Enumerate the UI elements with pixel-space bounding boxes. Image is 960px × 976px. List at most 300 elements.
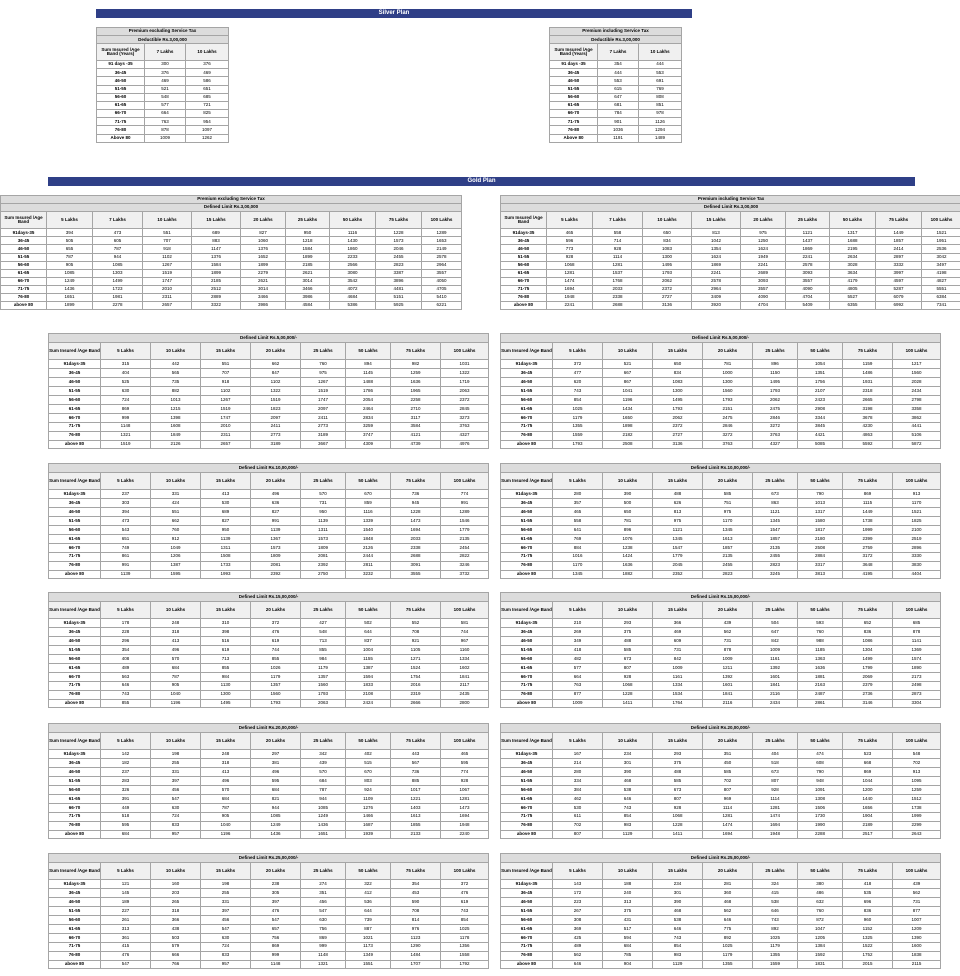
premium-cell: 1624	[692, 253, 741, 261]
age-band-cell: 66-70	[1, 277, 47, 285]
premium-cell: 1602	[441, 663, 489, 672]
table-row	[501, 942, 941, 951]
premium-cell: 1948	[547, 294, 593, 302]
table-row	[501, 646, 941, 655]
age-band-cell: 66-70	[501, 277, 547, 285]
premium-cell: 3093	[786, 269, 830, 277]
premium-cell: 535	[843, 889, 893, 898]
premium-cell: 924	[346, 786, 391, 795]
premium-cell: 684	[201, 794, 251, 803]
premium-cell: 3557	[741, 285, 786, 293]
premium-cell: 1345	[753, 517, 798, 526]
column-header: 75 Lakhs	[391, 601, 441, 619]
premium-cell: 1376	[192, 253, 241, 261]
premium-cell: 2372	[653, 422, 703, 431]
premium-cell: 3542	[330, 277, 376, 285]
premium-cell: 397	[201, 907, 251, 916]
age-band-cell: 46-50	[550, 77, 598, 85]
premium-cell: 1534	[653, 690, 703, 699]
header-row	[49, 342, 489, 360]
table-row	[97, 134, 229, 142]
premium-cell: 2338	[593, 294, 643, 302]
premium-cell: 469	[653, 628, 703, 637]
premium-cell: 1524	[391, 663, 441, 672]
premium-cell: 2727	[643, 294, 692, 302]
premium-cell: 5409	[786, 302, 830, 310]
premium-cell: 3146	[843, 699, 893, 708]
premium-cell: 2710	[391, 404, 441, 413]
premium-cell: 1823	[251, 404, 301, 413]
age-band-cell: 36-45	[501, 237, 547, 245]
premium-cell: 5085	[798, 440, 843, 449]
premium-cell: 2508	[798, 543, 843, 552]
premium-cell: 2054	[346, 396, 391, 405]
column-header: 100 Lakhs	[441, 472, 489, 490]
premium-cell: 1437	[786, 237, 830, 245]
premium-cell: 248	[201, 750, 251, 759]
premium-cell: 547	[151, 794, 201, 803]
premium-cell: 517	[603, 924, 653, 933]
table-row	[501, 237, 960, 245]
table-row	[49, 681, 489, 690]
age-band-cell: 61-65	[501, 404, 553, 413]
premium-cell: 2434	[753, 699, 798, 708]
column-header: 15 Lakhs	[653, 342, 703, 360]
column-header: 5 Lakhs	[101, 342, 151, 360]
premium-cell: 984	[301, 655, 346, 664]
column-header: 75 Lakhs	[843, 472, 893, 490]
premium-cell: 1040	[151, 690, 201, 699]
premium-cell: 255	[201, 889, 251, 898]
age-band-cell: 66-70	[49, 672, 101, 681]
premium-cell: 489	[553, 942, 603, 951]
premium-cell: 2736	[843, 690, 893, 699]
age-band-cell: above 80	[1, 302, 47, 310]
premium-cell: 1595	[151, 570, 201, 579]
premium-cell: 318	[201, 759, 251, 768]
age-band-cell: 61-65	[49, 534, 101, 543]
premium-cell: 854	[653, 942, 703, 951]
premium-cell: 611	[553, 812, 603, 821]
premium-cell: 608	[798, 759, 843, 768]
age-band-cell: 51-55	[49, 777, 101, 786]
premium-cell: 731	[893, 898, 941, 907]
premium-cell: 313	[101, 924, 151, 933]
premium-cell: 1085	[301, 803, 346, 812]
premium-cell: 2135	[753, 543, 798, 552]
premium-cell: 1321	[101, 431, 151, 440]
premium-cell: 318	[151, 907, 201, 916]
premium-cell: 763	[145, 118, 186, 126]
premium-cell: 237	[101, 768, 151, 777]
table-row	[501, 619, 941, 628]
table-row	[501, 431, 941, 440]
premium-cell: 2100	[893, 526, 941, 535]
age-band-cell: 46-50	[1, 245, 47, 253]
premium-cell: 2964	[692, 285, 741, 293]
premium-cell: 684	[603, 942, 653, 951]
premium-cell: 1249	[301, 812, 346, 821]
premium-cell: 685	[186, 93, 229, 101]
premium-cell: 444	[598, 69, 639, 77]
table-row	[49, 672, 489, 681]
age-band-cell: 76-80	[49, 821, 101, 830]
table-subheading: Deductible Rs.3,00,000	[97, 36, 229, 44]
premium-cell: 482	[553, 655, 603, 664]
table-row	[501, 253, 960, 261]
gold-incl-table-1	[500, 333, 941, 449]
premium-cell: 1890	[893, 663, 941, 672]
premium-cell: 632	[798, 898, 843, 907]
premium-cell: 4198	[922, 269, 960, 277]
premium-cell: 5386	[330, 302, 376, 310]
table-row	[49, 508, 489, 517]
premium-cell: 1150	[753, 369, 798, 378]
premium-cell: 3304	[893, 699, 941, 708]
premium-cell: 967	[441, 637, 489, 646]
age-band-cell: 51-55	[501, 646, 553, 655]
premium-cell: 2750	[301, 570, 346, 579]
premium-cell: 375	[603, 907, 653, 916]
premium-cell: 901	[598, 118, 639, 126]
premium-cell: 1009	[703, 655, 753, 664]
premium-cell: 3042	[922, 253, 960, 261]
premium-cell: 861	[101, 552, 151, 561]
premium-cell: 702	[893, 759, 941, 768]
premium-cell: 376	[145, 69, 186, 77]
premium-cell: 4705	[422, 285, 462, 293]
premium-cell: 1354	[692, 245, 741, 253]
premium-cell: 1430	[330, 237, 376, 245]
premium-cell: 3763	[703, 440, 753, 449]
premium-cell: 586	[186, 77, 229, 85]
premium-cell: 2173	[893, 672, 941, 681]
premium-cell: 976	[391, 924, 441, 933]
premium-cell: 1170	[893, 499, 941, 508]
column-header: 75 Lakhs	[876, 212, 922, 229]
age-band-cell: 51-55	[49, 517, 101, 526]
premium-cell: 7341	[922, 302, 960, 310]
premium-cell: 326	[101, 786, 151, 795]
premium-cell: 855	[251, 655, 301, 664]
table-row	[49, 768, 489, 777]
premium-cell: 1325	[843, 933, 893, 942]
premium-cell: 760	[798, 628, 843, 637]
table-row	[501, 951, 941, 960]
premium-cell: 456	[201, 916, 251, 925]
premium-cell: 1738	[843, 517, 893, 526]
gold-excl-table-2	[48, 463, 489, 579]
age-band-cell: 46-50	[49, 898, 101, 907]
premium-cell: 1436	[251, 830, 301, 839]
premium-cell: 2151	[703, 404, 753, 413]
premium-cell: 5287	[876, 285, 922, 293]
premium-cell: 2126	[346, 543, 391, 552]
premium-cell: 2498	[893, 681, 941, 690]
table-row	[1, 277, 462, 285]
premium-cell: 1267	[301, 378, 346, 387]
column-header-age-band: Sum Insured /Age Band (Years)	[550, 44, 598, 61]
premium-cell: 1653	[422, 237, 462, 245]
table-row	[501, 261, 960, 269]
premium-cell: 620	[553, 378, 603, 387]
age-band-cell: 66-70	[49, 543, 101, 552]
premium-cell: 4404	[893, 570, 941, 579]
premium-cell: 2727	[653, 431, 703, 440]
premium-cell: 1793	[753, 387, 798, 396]
premium-cell: 851	[639, 101, 682, 109]
table-row	[49, 552, 489, 561]
premium-cell: 408	[101, 655, 151, 664]
premium-cell: 1474	[703, 821, 753, 830]
premium-cell: 4684	[330, 294, 376, 302]
premium-cell: 2434	[893, 387, 941, 396]
premium-cell: 2475	[753, 404, 798, 413]
premium-cell: 4230	[843, 422, 893, 431]
premium-cell: 1228	[653, 821, 703, 830]
premium-cell: 1068	[653, 812, 703, 821]
table-heading: Premium including Service Tax	[550, 28, 682, 36]
age-band-cell: 51-55	[49, 907, 101, 916]
premium-cell: 957	[201, 960, 251, 969]
age-band-cell: 76-80	[501, 821, 553, 830]
premium-cell: 1304	[843, 646, 893, 655]
premium-cell: 1040	[201, 821, 251, 830]
age-band-cell: above 80	[501, 830, 553, 839]
premium-cell: 4481	[376, 285, 422, 293]
premium-cell: 1719	[441, 378, 489, 387]
premium-cell: 2278	[93, 302, 143, 310]
premium-cell: 1000	[703, 369, 753, 378]
premium-cell: 999	[101, 413, 151, 422]
premium-cell: 5151	[376, 294, 422, 302]
column-header: 20 Lakhs	[703, 732, 753, 750]
table-row	[49, 499, 489, 508]
table-row	[49, 526, 489, 535]
table-row	[49, 396, 489, 405]
age-band-cell: 51-55	[49, 646, 101, 655]
table-heading: Premium including Service Tax	[501, 196, 960, 204]
premium-cell: 2773	[251, 431, 301, 440]
age-band-cell: 36-45	[501, 628, 553, 637]
age-band-cell: 91days-35	[501, 229, 547, 237]
column-header-age-band: Sum Insured /Age Band	[501, 212, 547, 229]
premium-cell: 1211	[703, 663, 753, 672]
age-band-cell: 46-50	[49, 768, 101, 777]
premium-cell: 702	[703, 777, 753, 786]
premium-cell: 2908	[798, 404, 843, 413]
premium-cell: 2964	[422, 261, 462, 269]
premium-cell: 1499	[93, 277, 143, 285]
premium-cell: 883	[192, 237, 241, 245]
premium-cell: 567	[391, 759, 441, 768]
premium-cell: 1392	[703, 672, 753, 681]
premium-cell: 2884	[798, 552, 843, 561]
table-row	[501, 690, 941, 699]
premium-cell: 489	[101, 663, 151, 672]
premium-cell: 2845	[441, 404, 489, 413]
premium-cell: 439	[301, 759, 346, 768]
premium-cell: 1559	[753, 960, 798, 969]
premium-cell: 1809	[251, 552, 301, 561]
table-row	[501, 422, 941, 431]
column-header: 20 Lakhs	[251, 732, 301, 750]
premium-cell: 969	[703, 794, 753, 803]
table-row	[550, 77, 682, 85]
premium-cell: 2081	[251, 561, 301, 570]
premium-cell: 827	[201, 517, 251, 526]
premium-cell: 3584	[391, 422, 441, 431]
age-band-cell: 56-60	[501, 916, 553, 925]
premium-cell: 2372	[643, 285, 692, 293]
premium-cell: 1196	[151, 699, 201, 708]
premium-cell: 787	[201, 803, 251, 812]
premium-cell: 581	[441, 619, 489, 628]
premium-cell: 443	[391, 750, 441, 759]
premium-cell: 982	[391, 360, 441, 369]
column-header-age-band: Sum Insured /Age Band	[501, 862, 553, 880]
premium-cell: 743	[553, 387, 603, 396]
gold-incl-table-2	[500, 463, 941, 579]
table-row	[501, 794, 941, 803]
premium-cell: 3747	[346, 431, 391, 440]
premium-cell: 2258	[391, 396, 441, 405]
premium-cell: 2299	[893, 821, 941, 830]
premium-cell: 708	[391, 907, 441, 916]
premium-cell: 1228	[376, 229, 422, 237]
age-band-cell: 76-80	[501, 431, 553, 440]
table-row	[550, 101, 682, 109]
premium-cell: 668	[843, 759, 893, 768]
column-header: 75 Lakhs	[843, 342, 893, 360]
premium-cell: 1546	[441, 517, 489, 526]
table-row	[550, 69, 682, 77]
premium-cell: 630	[201, 933, 251, 942]
premium-cell: 1303	[93, 269, 143, 277]
premium-cell: 1086	[843, 637, 893, 646]
premium-cell: 331	[151, 768, 201, 777]
column-header: 5 Lakhs	[101, 472, 151, 490]
premium-cell: 2759	[843, 543, 893, 552]
premium-cell: 3273	[441, 413, 489, 422]
premium-cell: 562	[553, 951, 603, 960]
premium-cell: 4976	[441, 440, 489, 449]
table-row	[97, 85, 229, 93]
table-row	[97, 126, 229, 134]
premium-cell: 3259	[346, 422, 391, 431]
table-row	[501, 907, 941, 916]
premium-cell: 950	[201, 526, 251, 535]
premium-cell: 3830	[893, 561, 941, 570]
column-header: 50 Lakhs	[346, 601, 391, 619]
age-band-cell: above 80	[501, 570, 553, 579]
premium-cell: 404	[753, 750, 798, 759]
premium-cell: 2566	[330, 261, 376, 269]
premium-cell: 380	[798, 880, 843, 889]
premium-cell: 1860	[330, 245, 376, 253]
premium-cell: 1508	[201, 552, 251, 561]
premium-cell: 265	[151, 898, 201, 907]
premium-cell: 2311	[143, 294, 192, 302]
premium-cell: 1436	[47, 285, 93, 293]
premium-cell: 2889	[192, 294, 241, 302]
age-band-cell: 36-45	[550, 69, 598, 77]
column-header: 7 Lakhs	[145, 44, 186, 61]
table-row	[501, 960, 941, 969]
premium-cell: 1114	[593, 253, 643, 261]
premium-cell: 1799	[843, 663, 893, 672]
column-header: 50 Lakhs	[346, 342, 391, 360]
premium-cell: 1271	[391, 655, 441, 664]
premium-cell: 1474	[753, 812, 798, 821]
premium-cell: 1747	[201, 413, 251, 422]
table-row	[1, 261, 462, 269]
premium-cell: 670	[346, 768, 391, 777]
table-row	[49, 655, 489, 664]
premium-cell: 1474	[547, 277, 593, 285]
table-row	[501, 924, 941, 933]
premium-cell: 502	[346, 619, 391, 628]
silver-plan-banner: Silver Plan	[96, 9, 692, 18]
premium-cell: 2512	[192, 285, 241, 293]
premium-cell: 1178	[441, 933, 489, 942]
premium-cell: 912	[151, 534, 201, 543]
premium-cell: 1694	[547, 285, 593, 293]
age-band-cell: 36-45	[501, 369, 553, 378]
premium-cell: 372	[441, 880, 489, 889]
premium-cell: 563	[101, 672, 151, 681]
premium-cell: 1267	[201, 396, 251, 405]
premium-cell: 1559	[553, 431, 603, 440]
column-header: 10 Lakhs	[151, 472, 201, 490]
table-row	[501, 534, 941, 543]
premium-cell: 760	[151, 526, 201, 535]
header-row	[550, 44, 682, 61]
premium-cell: 1387	[151, 561, 201, 570]
premium-cell: 619	[251, 637, 301, 646]
premium-cell: 2665	[843, 396, 893, 405]
premium-cell: 413	[201, 490, 251, 499]
premium-cell: 630	[101, 387, 151, 396]
premium-cell: 1345	[703, 526, 753, 535]
premium-cell: 2288	[798, 830, 843, 839]
age-band-cell: 36-45	[501, 499, 553, 508]
age-band-cell: 91days-35	[501, 360, 553, 369]
age-band-cell: 61-65	[97, 101, 145, 109]
table-row	[501, 786, 941, 795]
premium-cell: 552	[391, 619, 441, 628]
premium-cell: 1560	[893, 369, 941, 378]
premium-cell: 2578	[422, 253, 462, 261]
premium-cell: 293	[603, 619, 653, 628]
premium-cell: 2411	[301, 413, 346, 422]
table-row	[501, 404, 941, 413]
age-band-cell: 51-55	[49, 387, 101, 396]
premium-cell: 2896	[893, 543, 941, 552]
premium-cell: 1179	[753, 942, 798, 951]
premium-cell: 708	[391, 628, 441, 637]
table-heading: Defined Limit Rs.10,00,000/-	[501, 464, 941, 473]
premium-cell: 1105	[391, 646, 441, 655]
premium-cell: 518	[101, 812, 151, 821]
premium-cell: 636	[251, 499, 301, 508]
premium-cell: 1060	[241, 237, 286, 245]
table-row	[501, 561, 941, 570]
premium-cell: 1754	[391, 672, 441, 681]
premium-cell: 543	[101, 526, 151, 535]
age-band-cell: 76-80	[49, 561, 101, 570]
premium-cell: 595	[441, 759, 489, 768]
